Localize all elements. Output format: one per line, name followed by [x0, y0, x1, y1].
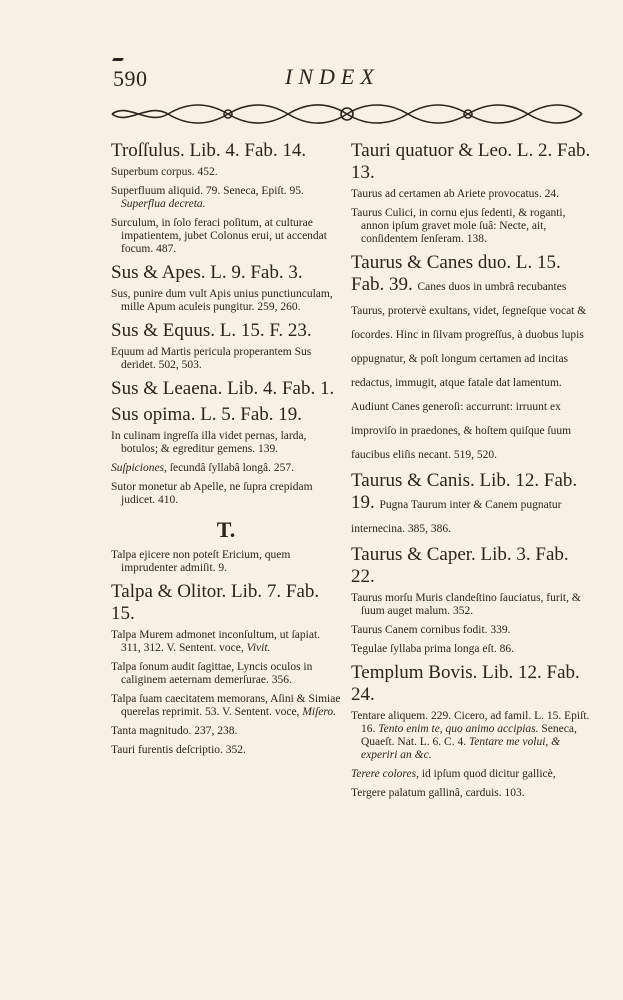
text-fragment: Tentare aliquem. 229. Cicero, ad famil. L. 15. Epiſt. 16.: [351, 710, 590, 735]
text-fragment: Taurus morſu Muris clandeſtino ſauciatus, furit, & ſuum auget malum. 352.: [351, 592, 581, 617]
index-heading: [111, 378, 341, 400]
text-fragment: Sus & Apes. L. 9. Fab. 3.: [111, 262, 303, 283]
text-fragment: Equum ad Martis pericula properantem Sus deridet. 502, 503.: [111, 346, 312, 371]
text-fragment: Tanta magnitudo. 237, 238.: [111, 725, 238, 737]
text-fragment: Taurus & Canis. Lib. 12. Fab. 19.: [351, 470, 578, 513]
text-fragment: Seneca, Quaeſt. Nat. L. 6. C. 4.: [361, 723, 577, 748]
index-heading: [111, 581, 341, 625]
section-letter: [111, 517, 341, 543]
text-fragment: Pugna Taurum inter & Canem pugnatur internecina. 385, 386.: [351, 499, 562, 535]
index-column-left: [111, 140, 341, 763]
text-fragment: In culinam ingreſſa illa videt pernas, larda, botulos; & egreditur gemens. 139.: [111, 430, 307, 455]
index-subentry: [111, 549, 341, 575]
index-subentry: [111, 725, 341, 738]
index-heading: [111, 404, 341, 426]
text-fragment: Suſpiciones: [111, 462, 165, 474]
index-subentry: [351, 768, 594, 781]
text-fragment: Sus & Leaena. Lib. 4. Fab. 1.: [111, 378, 335, 399]
index-heading: [351, 662, 594, 706]
text-fragment: Sus opima. L. 5. Fab. 19.: [111, 404, 303, 425]
text-fragment: Tauri furentis deſcriptio. 352.: [111, 744, 246, 756]
index-subentry: [351, 592, 594, 618]
index-subentry: [111, 629, 341, 655]
index-subentry: [111, 481, 341, 507]
text-fragment: Taurus & Canes duo. L. 15. Fab. 39.: [351, 252, 561, 295]
index-subentry: [351, 643, 594, 656]
text-fragment: Talpa ſonum audit ſagittae, Lyncis oculos in caliginem aeternam demerſurae. 356.: [111, 661, 313, 686]
running-head: INDEX: [285, 64, 380, 89]
index-subentry: [111, 462, 341, 475]
index-heading: [351, 544, 594, 588]
text-fragment: Tentare me volui, & experiri an &c.: [361, 736, 561, 761]
text-fragment: Sus, punire dum vult Apis unius punctiunculam, mille Apum aculeis pungitur. 259, 260.: [111, 288, 333, 313]
index-subentry: [351, 188, 594, 201]
index-column-right: [351, 140, 594, 806]
text-fragment: Taurus & Caper. Lib. 3. Fab. 22.: [351, 544, 569, 587]
index-subentry: [111, 217, 341, 256]
index-subentry: [111, 288, 341, 314]
index-heading: [111, 320, 341, 342]
index-subentry: [111, 661, 341, 687]
text-fragment: Templum Bovis. Lib. 12. Fab. 24.: [351, 662, 580, 705]
text-fragment: Talpa ſuam caecitatem memorans, Aſini & Simiae querelas reprimit. 53. V. Sentent. voce,: [111, 693, 341, 718]
text-fragment: , id ipſum quod dicitur gallicè,: [416, 768, 556, 780]
index-subentry: [111, 693, 341, 719]
page-number: 590: [113, 66, 148, 91]
text-fragment: Troſſulus. Lib. 4. Fab. 14.: [111, 140, 307, 161]
index-subentry: [351, 207, 594, 246]
text-fragment: Superflua decreta.: [121, 198, 206, 210]
index-heading: [111, 262, 341, 284]
text-fragment: Sutor monetur ab Apelle, ne ſupra crepidam judicet. 410.: [111, 481, 313, 506]
text-fragment: Taurus Culici, in cornu ejus ſedenti, & roganti, annon ipſum gravet mole ſuâ: Necte, ait, conſidentem ſenſeram. 138.: [351, 207, 566, 245]
index-subentry: [111, 430, 341, 456]
text-fragment: Tauri quatuor & Leo. L. 2. Fab. 13.: [351, 140, 591, 183]
text-fragment: Superfluum aliquid. 79. Seneca, Epiſt. 95.: [111, 185, 304, 197]
text-fragment: Taurus ad certamen ab Ariete provocatus. 24.: [351, 188, 560, 200]
index-heading: [111, 140, 341, 162]
index-subentry: [111, 744, 341, 757]
index-subentry: [351, 787, 594, 800]
index-subentry: [351, 624, 594, 637]
index-subentry: [111, 346, 341, 372]
index-subentry: [351, 710, 594, 762]
text-fragment: Canes duos in umbrâ recubantes Taurus, protervè exultans, videt, ſegneſque vocat & ſocordes. Hinc in ſilvam progreſſus, à duobus lupis oppugnatur, & poſt longum certamen ad incitas redactus, immugit, atque fatale dat lamentum. Audiunt Canes generoſi: accurrunt: irruunt ex improviſo in praedones, & hoſtem quiſque ſuum faucibus eliſis necant. 519, 520.: [351, 281, 587, 461]
text-fragment: Tento enim te, quo animo accipias.: [378, 723, 539, 735]
text-fragment: Superbum corpus. 452.: [111, 166, 218, 178]
text-fragment: Talpa & Olitor. Lib. 7. Fab. 15.: [111, 581, 320, 624]
index-heading: [351, 140, 594, 184]
text-fragment: Talpa ejicere non poteſt Ericium, quem imprudenter admiſit. 9.: [111, 549, 291, 574]
index-subentry: [111, 166, 341, 179]
text-fragment: Tergere palatum gallinâ, carduis. 103.: [351, 787, 525, 799]
text-fragment: Vivit.: [246, 642, 271, 654]
decorative-border-ornament: [108, 96, 586, 132]
text-fragment: Terere colores: [351, 768, 417, 780]
text-fragment: Surculum, in ſolo feraci poſitum, at culturae impatientem, jubet Colonus erui, ut accendat focum. 487.: [111, 217, 327, 255]
text-fragment: Miſero.: [302, 706, 337, 718]
text-fragment: Taurus Canem cornibus fodit. 339.: [351, 624, 511, 636]
text-fragment: Tegulae ſyllaba prima longa eſt. 86.: [351, 643, 515, 655]
text-fragment: T.: [216, 517, 236, 542]
index-heading: [351, 470, 594, 540]
text-fragment: , ſecundâ ſyllabâ longâ. 257.: [164, 462, 295, 474]
text-fragment: Talpa Murem admonet inconſultum, ut ſapiat. 311, 312. V. Sentent. voce,: [111, 629, 321, 654]
index-subentry: [111, 185, 341, 211]
text-fragment: Sus & Equus. L. 15. F. 23.: [111, 320, 312, 341]
index-heading: [351, 252, 594, 466]
